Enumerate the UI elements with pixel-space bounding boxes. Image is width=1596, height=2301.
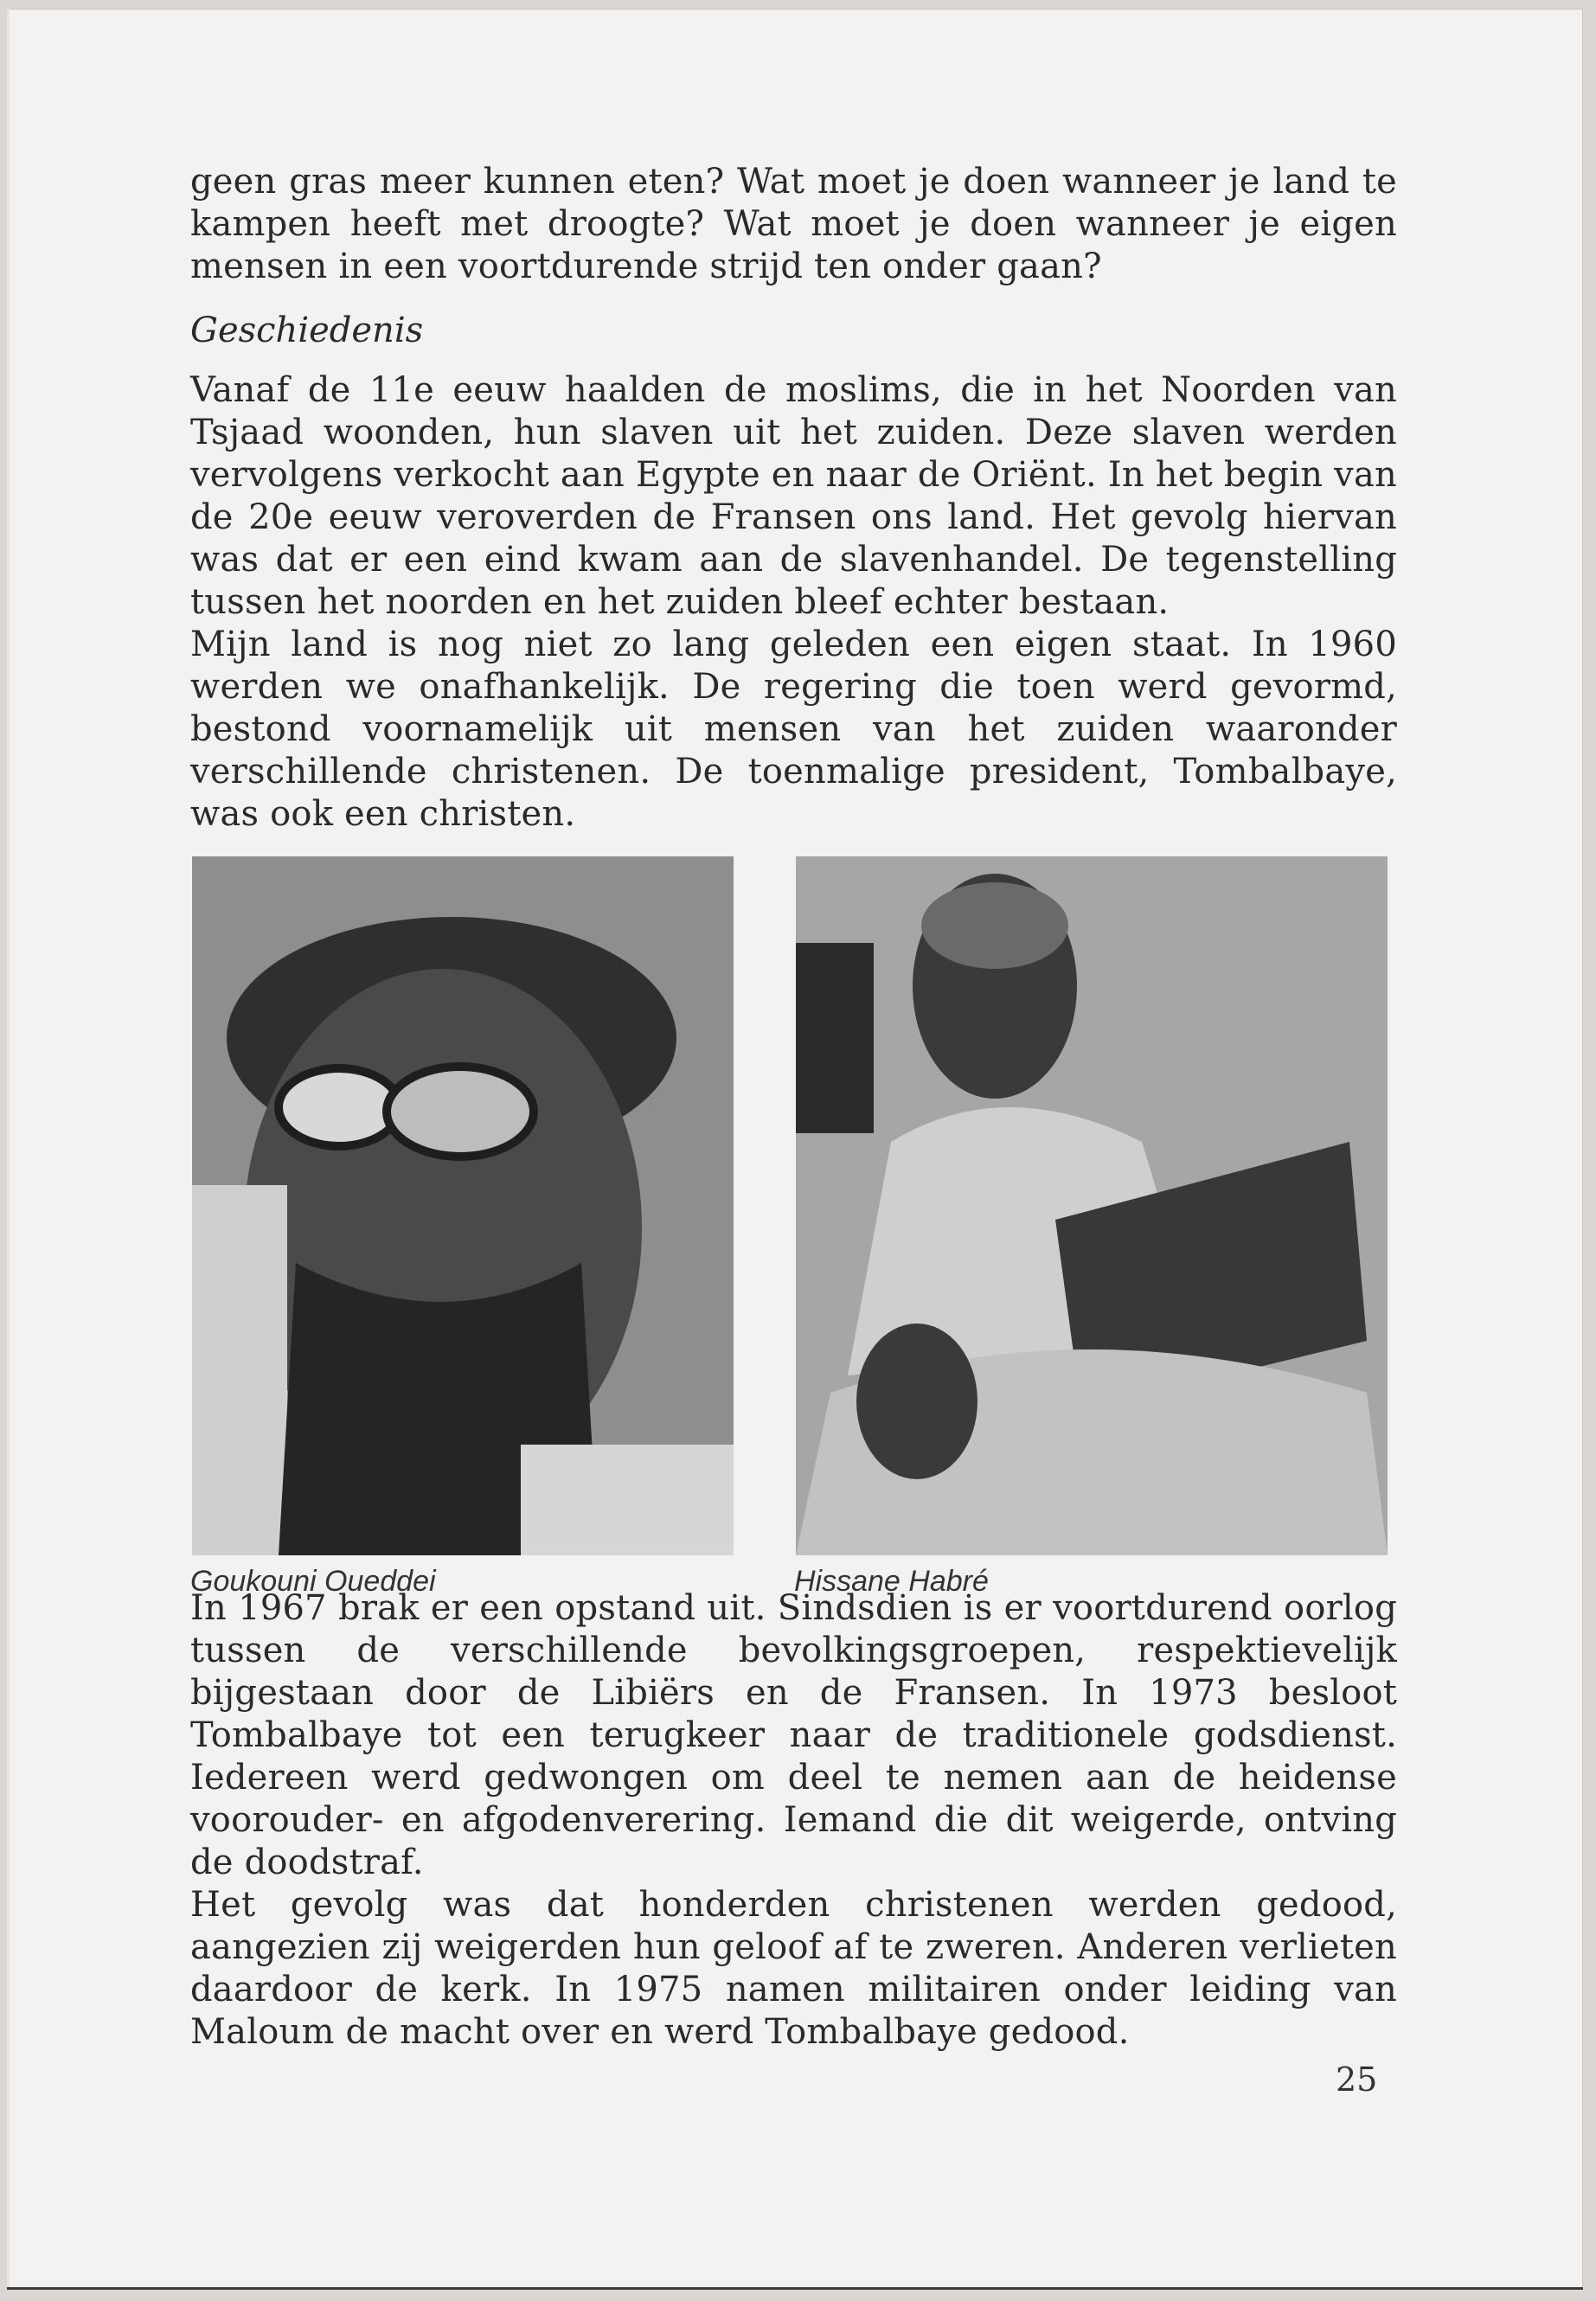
book-page bbox=[7, 9, 1583, 2290]
caption-right: Hissane Habré bbox=[794, 1565, 989, 1598]
paragraph-war-2: Het gevolg was dat honderden christenen werden gedood, aangezien zij weigerden hun geloof af te zweren. Anderen verlieten daardoor de kerk. In 1975 namen militairen onder leiding van Maloum de macht over en werd Tombalbaye gedood. bbox=[190, 1885, 1397, 2052]
paragraph-intro: geen gras meer kunnen eten? Wat moet je doen wanneer je land te kampen heeft met droogte? Wat moet je doen wanneer je eigen mensen in een voortdurende strijd ten onder gaan? bbox=[190, 162, 1397, 286]
photo-hissane-habre bbox=[796, 856, 1388, 1555]
photo-seated-man bbox=[796, 856, 1388, 1555]
paragraph-history-1: Vanaf de 11e eeuw haalden de moslims, die in het Noorden van Tsjaad woonden, hun slaven uit het zuiden. Deze slaven werden vervolgens verkocht aan Egypte en naar de Oriënt. In het begin van de 20e eeuw veroverden de Fransen ons land. Het gevolg hiervan was dat er een eind kwam aan de slavenhandel. De tegenstelling tussen het noorden en het zuiden bleef echter bestaan. bbox=[190, 370, 1397, 622]
page-number: 25 bbox=[1336, 2061, 1378, 2099]
photo-goukouni-oueddei bbox=[192, 856, 734, 1555]
page-bottom-edge bbox=[7, 2287, 1583, 2290]
photo-row bbox=[190, 856, 1397, 1598]
caption-left: Goukouni Oueddei bbox=[190, 1565, 436, 1598]
section-heading: Geschiedenis bbox=[190, 311, 424, 350]
page-content bbox=[190, 161, 1397, 2054]
portrait-man-with-glasses bbox=[192, 856, 734, 1555]
paragraph-history-2: Mijn land is nog niet zo lang geleden een eigen staat. In 1960 werden we onafhankelijk. De regering die toen werd gevormd, bestond voornamelijk uit mensen van het zuiden waaronder verschillende christenen. De toenmalige president, Tombalbaye, was ook een christen. bbox=[190, 625, 1397, 834]
page-left-edge bbox=[7, 9, 10, 2290]
paragraph-war-1: In 1967 brak er een opstand uit. Sindsdien is er voortdurend oorlog tussen de verschillende bevolkingsgroepen, respektievelijk bijgestaan door de Libiërs en de Fransen. In 1973 besloot Tombalbaye tot een terugkeer naar de traditionele godsdienst. Iedereen werd gedwongen om deel te nemen aan de heidense voorouder- en afgodenverering. Iemand die dit weigerde, ontving de doodstraf. bbox=[190, 1588, 1397, 1882]
